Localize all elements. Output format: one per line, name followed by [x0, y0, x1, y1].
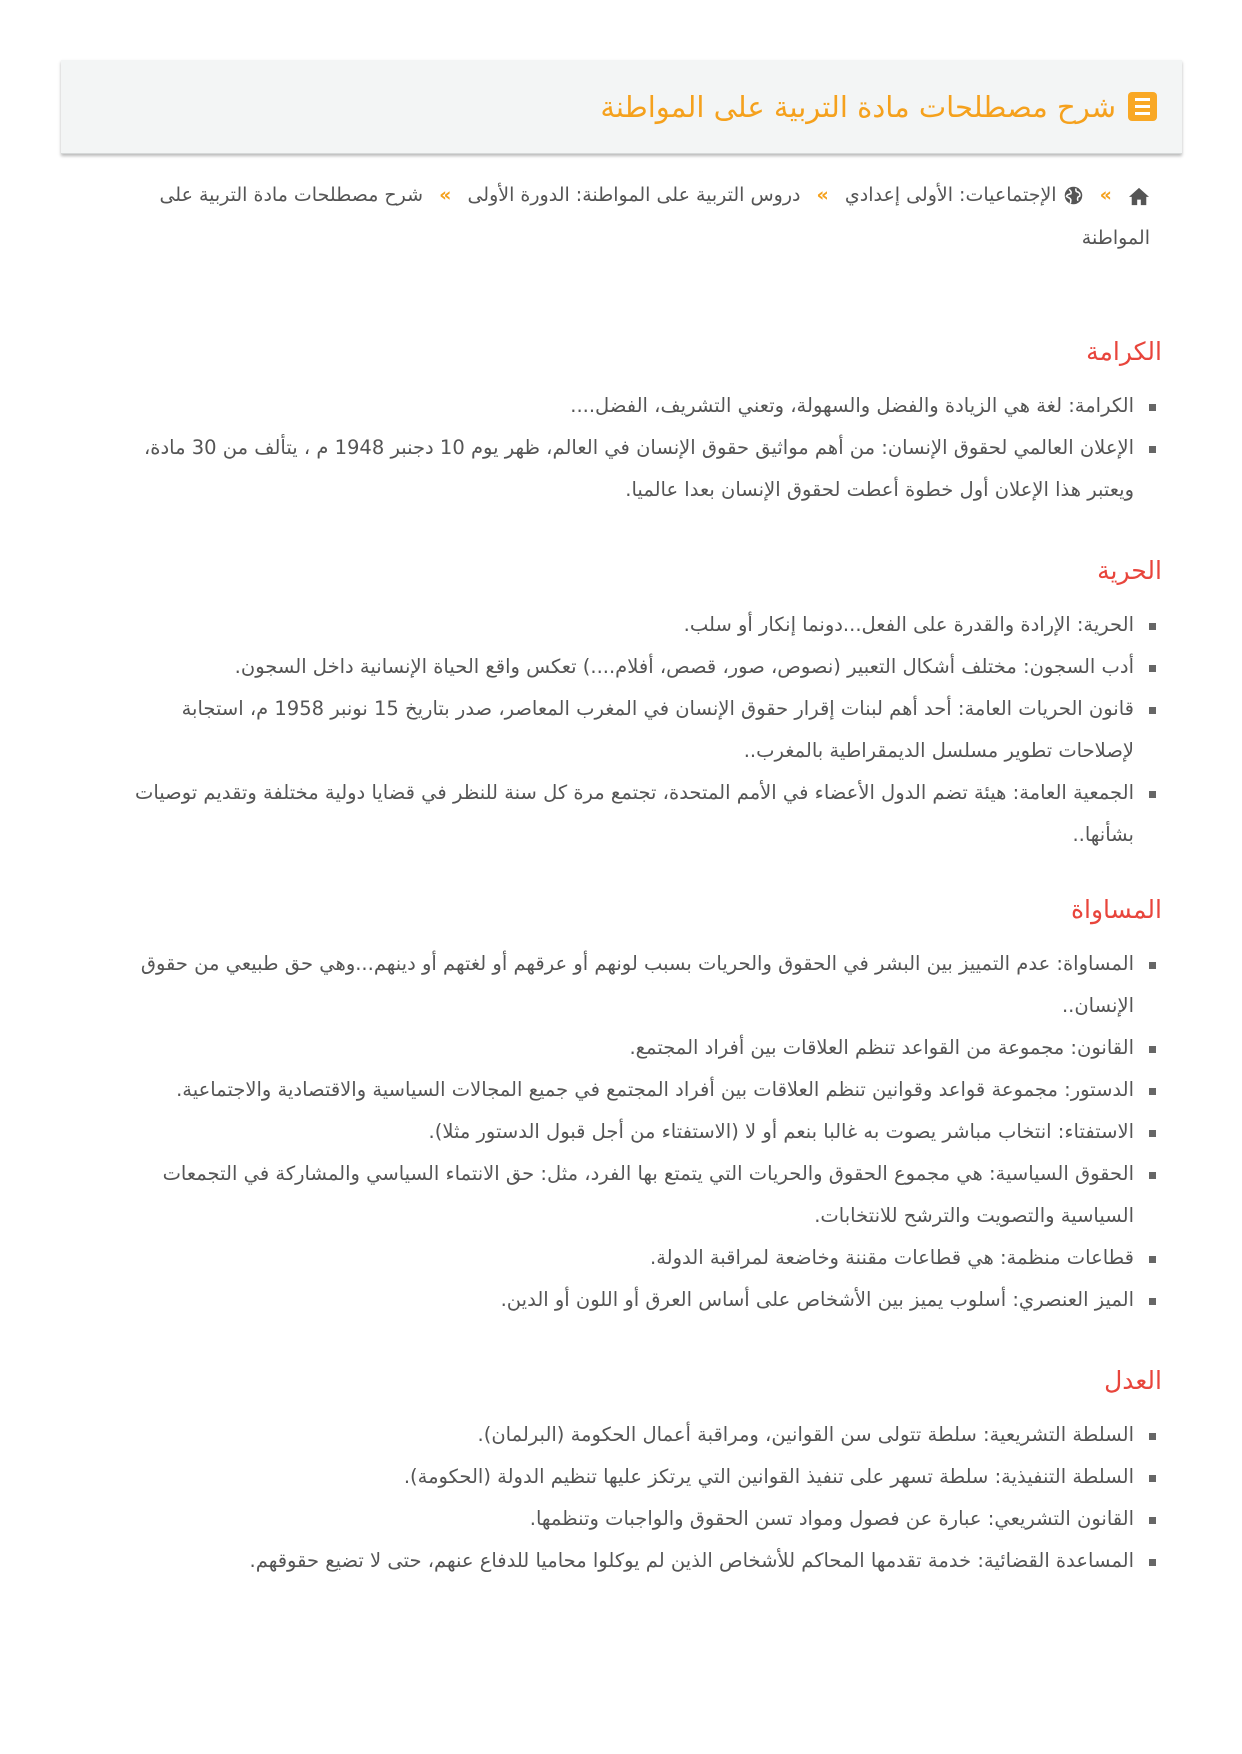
breadcrumb — [100, 174, 1150, 260]
document-icon — [1128, 92, 1157, 121]
page-title: شرح مصطلحات مادة التربية على المواطنة — [600, 89, 1116, 124]
list-item: القانون: مجموعة من القواعد تنظم العلاقات بين أفراد المجتمع. — [112, 1027, 1162, 1069]
breadcrumb-separator: » — [1099, 184, 1112, 206]
breadcrumb-current: شرح مصطلحات مادة التربية على المواطنة — [159, 184, 1150, 249]
list-item: الدستور: مجموعة قواعد وقوانين تنظم العلاقات بين أفراد المجتمع في جميع المجالات السياسية والاقتصادية والاجتماعية. — [112, 1069, 1162, 1111]
list-item: الاستفتاء: انتخاب مباشر يصوت به غالبا بنعم أو لا (الاستفتاء من أجل قبول الدستور مثلا). — [112, 1111, 1162, 1153]
term-list — [112, 943, 1162, 1321]
term-list — [112, 385, 1162, 511]
list-item: المساواة: عدم التمييز بين البشر في الحقوق والحريات بسبب لونهم أو عرقهم أو لغتهم أو دينهم...وهي حق طبيعي من حقوق الإنسان.. — [112, 943, 1162, 1027]
globe-icon — [1063, 185, 1084, 206]
list-item: قطاعات منظمة: هي قطاعات مقننة وخاضعة لمراقبة الدولة. — [112, 1237, 1162, 1279]
list-item: السلطة التشريعية: سلطة تتولى سن القوانين، ومراقبة أعمال الحكومة (البرلمان). — [112, 1414, 1162, 1456]
section-title-justice: العدل — [1104, 1366, 1162, 1395]
list-item: الحقوق السياسية: هي مجموع الحقوق والحريات التي يتمتع بها الفرد، مثل: حق الانتماء السياسي والمشاركة في التجمعات السياسية والتصويت والترشح للانتخابات. — [112, 1153, 1162, 1237]
list-item: الميز العنصري: أسلوب يميز بين الأشخاص على أساس العرق أو اللون أو الدين. — [112, 1279, 1162, 1321]
list-item: الإعلان العالمي لحقوق الإنسان: من أهم مواثيق حقوق الإنسان في العالم، ظهر يوم 10 دجنبر 1948 م ، يتألف من 30 مادة، ويعتبر هذا الإعلان أول خطوة أعطت لحقوق الإنسان بعدا عالميا. — [112, 427, 1162, 511]
list-item: أدب السجون: مختلف أشكال التعبير (نصوص، صور، قصص، أفلام....) تعكس واقع الحياة الإنسانية داخل السجون. — [112, 646, 1162, 688]
breadcrumb-separator: » — [439, 184, 452, 206]
term-list — [112, 604, 1162, 856]
list-item: الحرية: الإرادة والقدرة على الفعل...دونما إنكار أو سلب. — [112, 604, 1162, 646]
home-icon[interactable] — [1128, 186, 1150, 206]
list-item: الكرامة: لغة هي الزيادة والفضل والسهولة، وتعني التشريف، الفضل.... — [112, 385, 1162, 427]
term-list — [112, 1414, 1162, 1582]
section-title-freedom: الحرية — [1097, 556, 1162, 585]
list-item: المساعدة القضائية: خدمة تقدمها المحاكم للأشخاص الذين لم يوكلوا محاميا للدفاع عنهم، حتى لا تضيع حقوقهم. — [112, 1540, 1162, 1582]
list-item: الجمعية العامة: هيئة تضم الدول الأعضاء في الأمم المتحدة، تجتمع مرة كل سنة للنظر في قضايا دولية مختلفة وتقديم توصيات بشأنها.. — [112, 772, 1162, 856]
breadcrumb-separator: » — [816, 184, 829, 206]
article-content — [112, 332, 1162, 1582]
list-item: القانون التشريعي: عبارة عن فصول ومواد تسن الحقوق والواجبات وتنظمها. — [112, 1498, 1162, 1540]
page-header — [61, 60, 1182, 154]
section-title-dignity: الكرامة — [1086, 337, 1162, 366]
breadcrumb-link-social-studies[interactable]: الإجتماعيات: الأولى إعدادي — [844, 184, 1057, 206]
breadcrumb-link-citizenship-lessons[interactable]: دروس التربية على المواطنة: الدورة الأولى — [467, 184, 801, 206]
list-item: قانون الحريات العامة: أحد أهم لبنات إقرار حقوق الإنسان في المغرب المعاصر، صدر بتاريخ 15 نونبر 1958 م، استجابة لإصلاحات تطوير مسلسل الديمقراطية بالمغرب.. — [112, 688, 1162, 772]
section-title-equality: المساواة — [1070, 895, 1162, 924]
list-item: السلطة التنفيذية: سلطة تسهر على تنفيذ القوانين التي يرتكز عليها تنظيم الدولة (الحكومة). — [112, 1456, 1162, 1498]
